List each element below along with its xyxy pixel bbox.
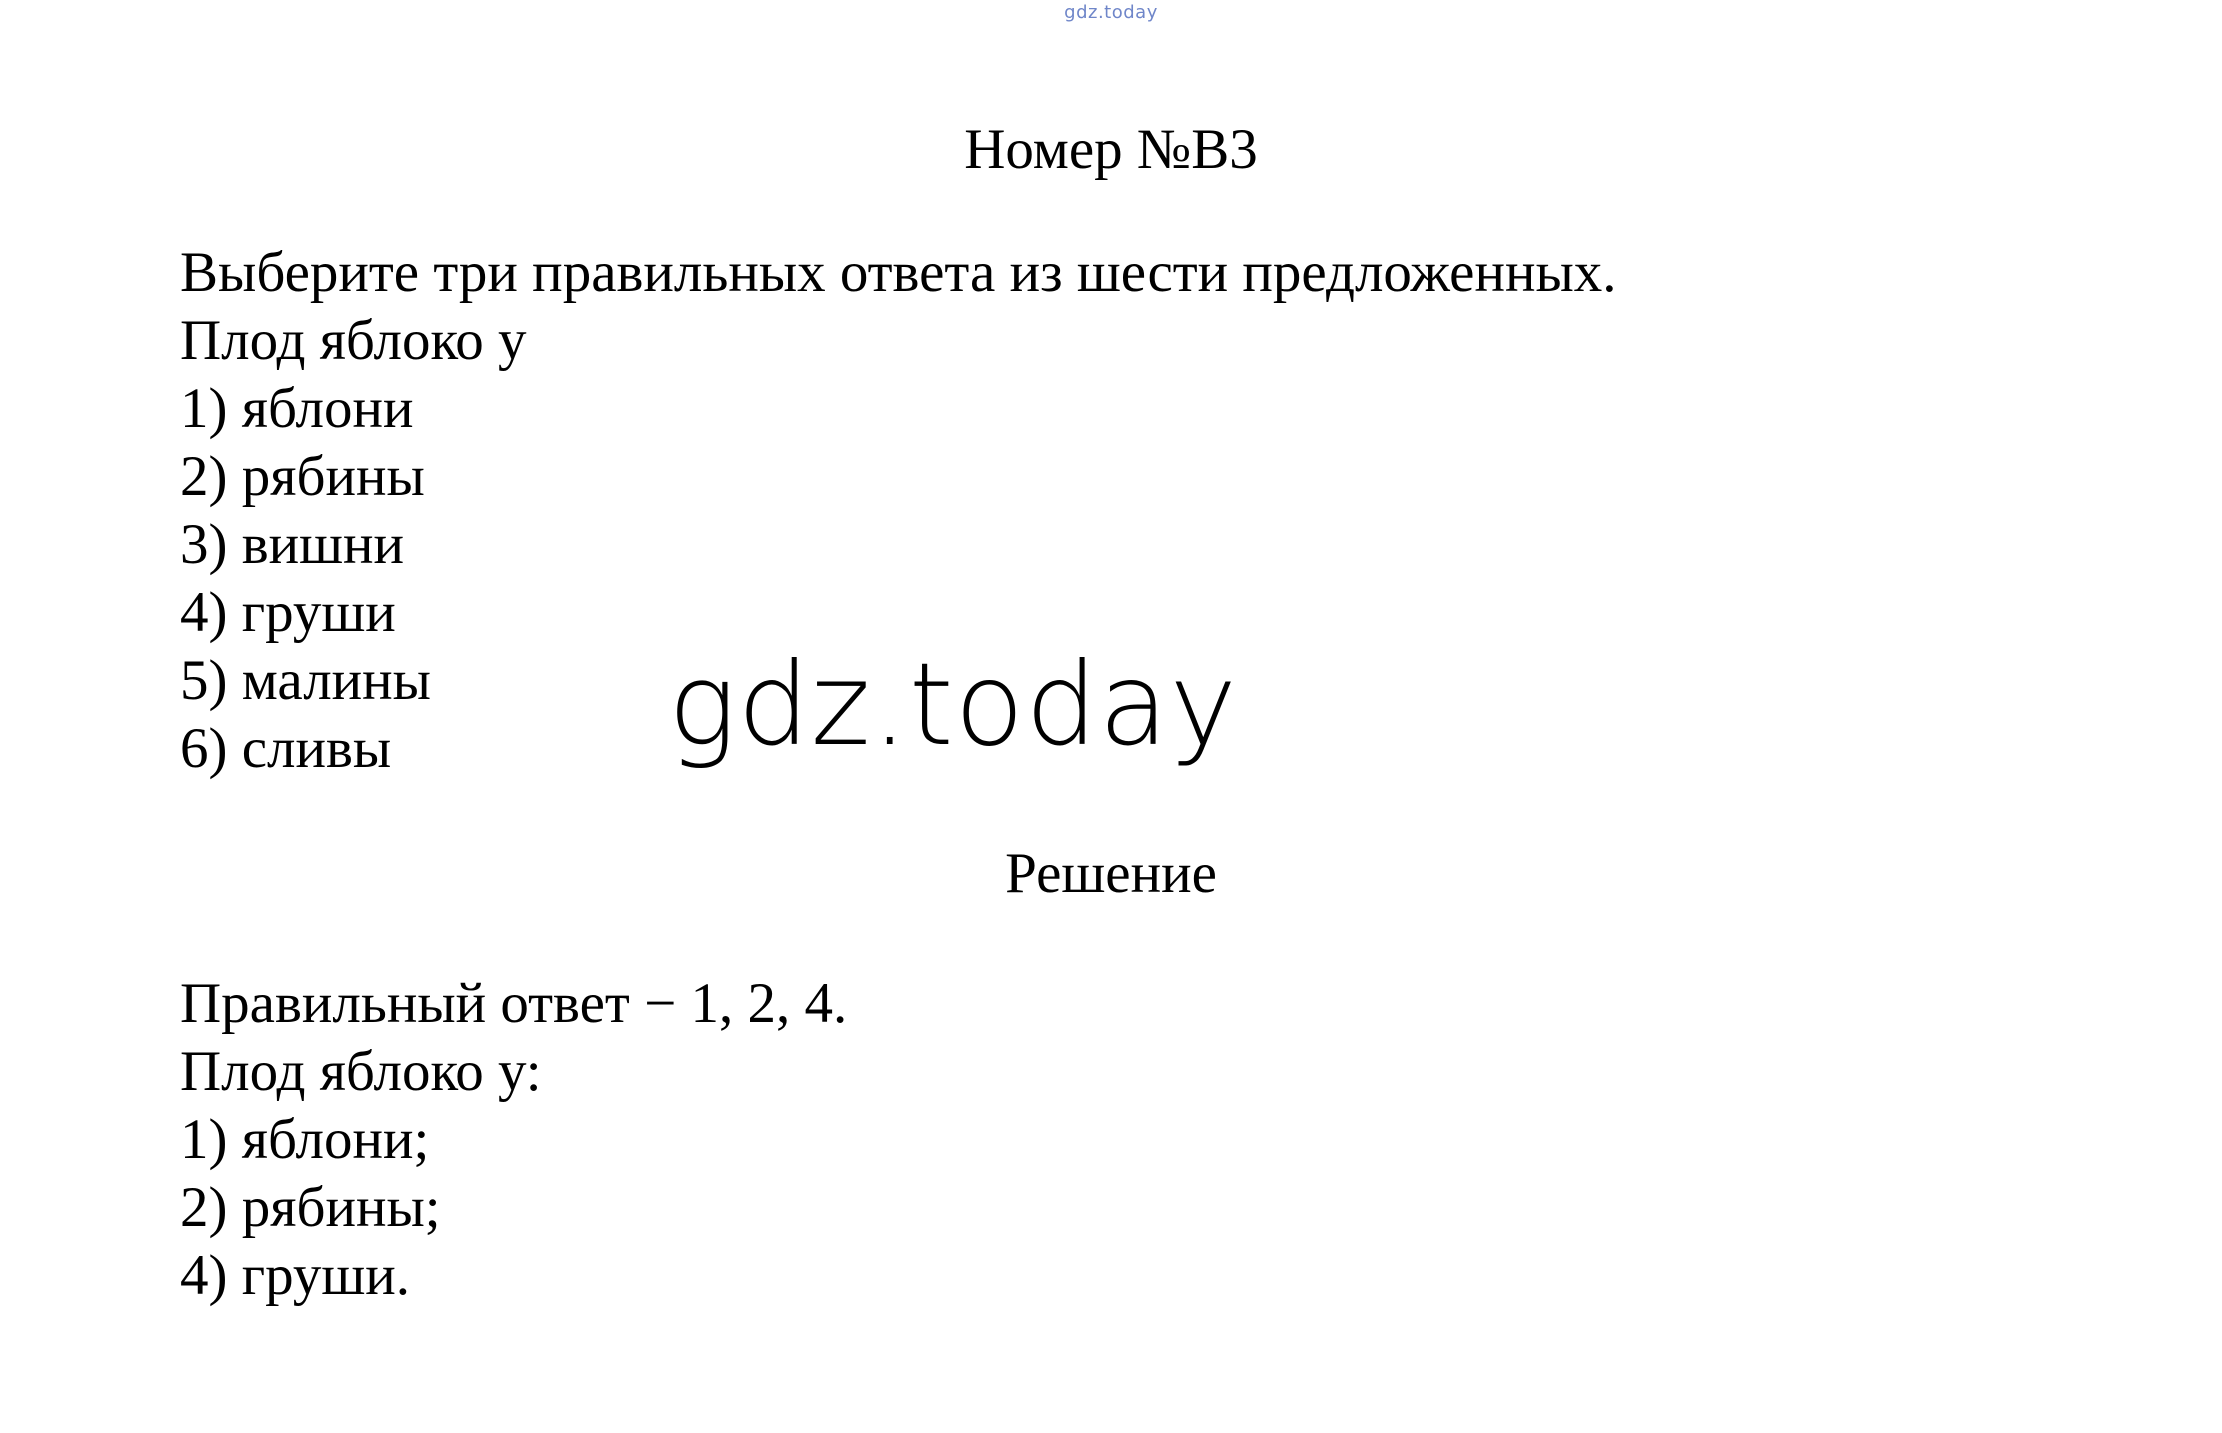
instruction-text: Выберите три правильных ответа из шести предложенных.: [180, 241, 1617, 304]
task-title: Номер №В3: [964, 118, 1258, 181]
answer-item: 4) груши.: [180, 1244, 411, 1307]
question-text: Плод яблоко у: [180, 309, 527, 372]
answer-item: 2) рябины;: [180, 1176, 441, 1239]
option-item: 2) рябины: [180, 445, 425, 508]
answer-line: Правильный ответ − 1, 2, 4.: [180, 972, 848, 1035]
option-item: 4) груши: [180, 581, 396, 644]
center-watermark: gdz.today: [668, 638, 1238, 771]
option-item: 6) сливы: [180, 717, 392, 780]
answer-question: Плод яблоко у:: [180, 1040, 542, 1103]
top-watermark: gdz.today: [1064, 2, 1158, 23]
option-item: 3) вишни: [180, 513, 405, 576]
answer-block: [180, 970, 847, 1310]
option-item: 5) малины: [180, 649, 431, 712]
answer-item: 1) яблони;: [180, 1108, 430, 1171]
option-item: 1) яблони: [180, 377, 414, 440]
solution-title: Решение: [1005, 842, 1217, 905]
